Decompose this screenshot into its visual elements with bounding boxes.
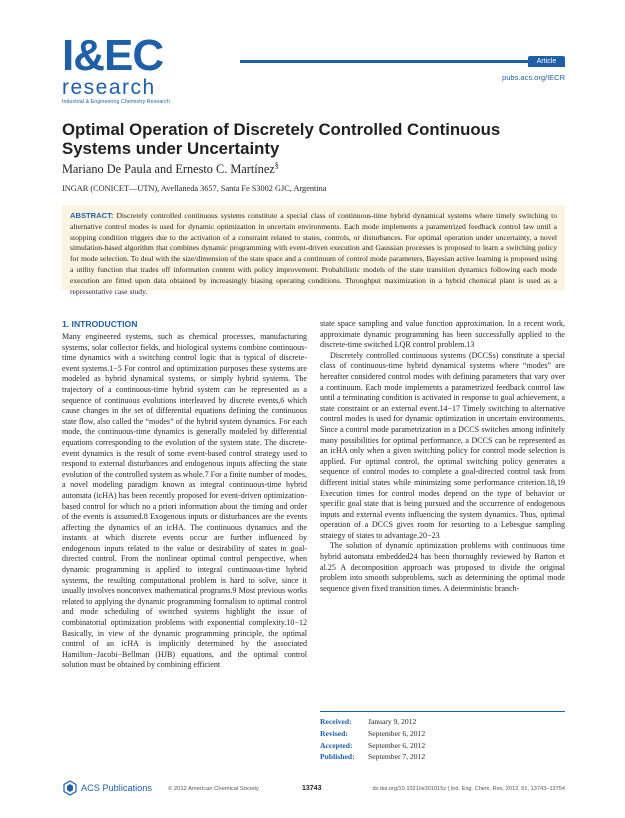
publication-dates <box>320 711 565 763</box>
abstract-text: Discretely controlled continuous systems constitute a special class of continuous-time hybrid dynamical systems where timely switching to alternative control modes is used for dynamic optimization in uncertain environments. Each mode implements a parametrized feedback control law until a stopping condition triggers due to the activation of a constraint related to states, controls, or disturbances. For optimal operation under uncertainty, a novel simulation-based algorithm that combines dynamic programming with event-driven execution and Gaussian processes is proposed to learn a switching policy for mode selection. To deal with the size/dimension of the state space and a continuum of control mode parameters, Bayesian active learning is proposed using a utility function that trades off information content with policy improvement. Probabilistic models of the state transition dynamics following each mode execution are fitted upon data obtained by increasingly biasing operating conditions. Throughput maximization in a hybrid chemical plant is used as a representative case study. <box>70 211 557 296</box>
intro-paragraph-4: The solution of dynamic optimization problems with continuous time hybrid automata embedded24 has been thoroughly reviewed by Barton et al.25 A decomposition approach was proposed to divide the original problem into smooth subproblems, such as determining the optimal mode sequence given fixed transition times. A deterministic branch- <box>320 541 565 593</box>
date-row-published <box>320 751 565 763</box>
header-rule <box>240 60 565 63</box>
acs-hexagon-icon <box>62 780 78 796</box>
article-type-tab: Article <box>528 56 565 67</box>
journal-logo <box>62 31 182 106</box>
acs-publications-logo[interactable] <box>62 780 152 796</box>
author-mark: § <box>274 161 279 170</box>
left-column <box>62 319 307 671</box>
date-value: January 9, 2012 <box>368 717 417 726</box>
copyright-text: © 2012 American Chemical Society <box>168 786 259 792</box>
doi-citation[interactable]: dx.doi.org/10.1021/ie301015z | Ind. Eng. Chem. Res. 2012, 51, 13743−13754 <box>372 786 565 792</box>
date-value: September 7, 2012 <box>368 752 426 762</box>
date-row-accepted <box>320 740 565 752</box>
date-row-received <box>320 716 565 728</box>
intro-paragraph-3: Discretely controlled continuous systems (DCCSs) constitute a special class of continuous-time hybrid dynamical systems where “modes” are hereafter considered control modes with defining parameters that vary over a continuum. Each mode implements a parametrized feedback control law until a terminating condition is activated in response to goal achievement, a state constraint or an external event.14−17 Timely switching to alternative control modes is used for dynamic optimization in uncertain environments. Since a control mode parametrization in a DCCS switches among infinitely many possibilities for optimal performance, a DCCS can be represented as an icHA only when a given switching policy for control mode selection is applied. For optimal control, the optimal switching policy generates a sequence of control modes to complete a goal-directed control task from different initial states while minimizing some performance criterion.18,19 Execution times for control modes depend on the type of behavior or specific goal state that is being pursued and the occurrence of endogenous inputs and external events influencing the system dynamics. Thus, optimal operation of a DCCS gives room for resorting to a Lebesgue sampling strategy of states to advantage.20−23 <box>320 350 565 540</box>
date-value: September 6, 2012 <box>368 728 426 738</box>
affiliation: INGAR (CONICET—UTN), Avellaneda 3657, Santa Fe S3002 GJC, Argentina <box>62 184 327 193</box>
abstract-box <box>62 205 565 296</box>
page-footer <box>62 780 565 800</box>
right-column <box>320 319 565 594</box>
date-key: Received: <box>320 717 352 726</box>
logo-tagline: Industrial & Engineering Chemistry Research <box>62 99 170 105</box>
date-value: September 6, 2012 <box>368 740 426 750</box>
logo-main-text: I&EC <box>62 31 164 80</box>
paper-title: Optimal Operation of Discretely Controlled Continuous Systems under Uncertainty <box>62 120 501 158</box>
date-key: Accepted: <box>320 740 353 750</box>
publisher-name: ACS Publications <box>81 783 152 793</box>
author-list <box>62 161 279 177</box>
page-number: 13743 <box>302 785 322 792</box>
date-row-revised <box>320 728 565 740</box>
section-heading-introduction: 1. INTRODUCTION <box>62 319 138 329</box>
journal-url-link[interactable]: pubs.acs.org/IECR <box>502 73 565 82</box>
abstract-label: ABSTRACT: <box>70 211 114 220</box>
intro-paragraph-1: Many engineered systems, such as chemical processes, manufacturing systems, solar collector fields, and biological systems combine continuous-time dynamics with a switching control logic that is typical of discrete-event systems.1−5 For control and optimization purposes these systems are modeled as hybrid dynamical systems, or simply hybrid systems. The trajectory of a continuous-time hybrid system can be represented as a sequence of continuous evolutions interleaved by discrete events,6 which cause changes in the set of differential equations defining the continuous state flow, also called the “modes” of the hybrid system dynamics. For each mode, the continuous-time dynamics is generally modeled by differential equations corresponding to the evolution of the system state. The discrete-event dynamics is the result of some event-based control strategy used to respond to external disturbances and endogenous inputs affecting the state evolution of the controlled system as whole.7 For a finite number of modes, a novel modeling paradigm known as integral continuous-time hybrid automata (icHA) has been recently proposed for event-driven optimization-based control for which no a priori information about the timing and order of the events is assumed.8 Exogenous inputs or disturbances are the events affecting the dynamics of an icHA. The continuous dynamics and the instants at which discrete events occur are further influenced by endogenous inputs related to the value or desirability of states in goal-directed control. From the nonlinear optimal control perspective, when dynamic programming is applied to integral continuous-time hybrid systems, the resulting computational problem is hard to solve, since it usually involves nonconvex mathematical programs.9 Most previous works related to applying the dynamic programming formalism to optimal control and mode scheduling of switched systems highlight the issue of combinatorial optimization problems with exponential complexity.10−12 Basically, in view of the dynamic programming principle, the optimal control of an icHA is implicitly determined by the associated Hamilton−Jacobi−Bellman (HJB) equations, and the optimal control solution must be obtained by combining efficient <box>62 332 307 670</box>
authors-text: Mariano De Paula and Ernesto C. Martínez <box>62 162 275 177</box>
logo-sub-text: research <box>62 76 156 99</box>
intro-paragraph-2: state space sampling and value function approximation. In a recent work, approximate dynamic programming has been successfully applied to the discrete-time switched LQR control problem.13 <box>320 319 565 350</box>
date-key: Revised: <box>320 728 348 738</box>
date-key: Published: <box>320 752 355 762</box>
